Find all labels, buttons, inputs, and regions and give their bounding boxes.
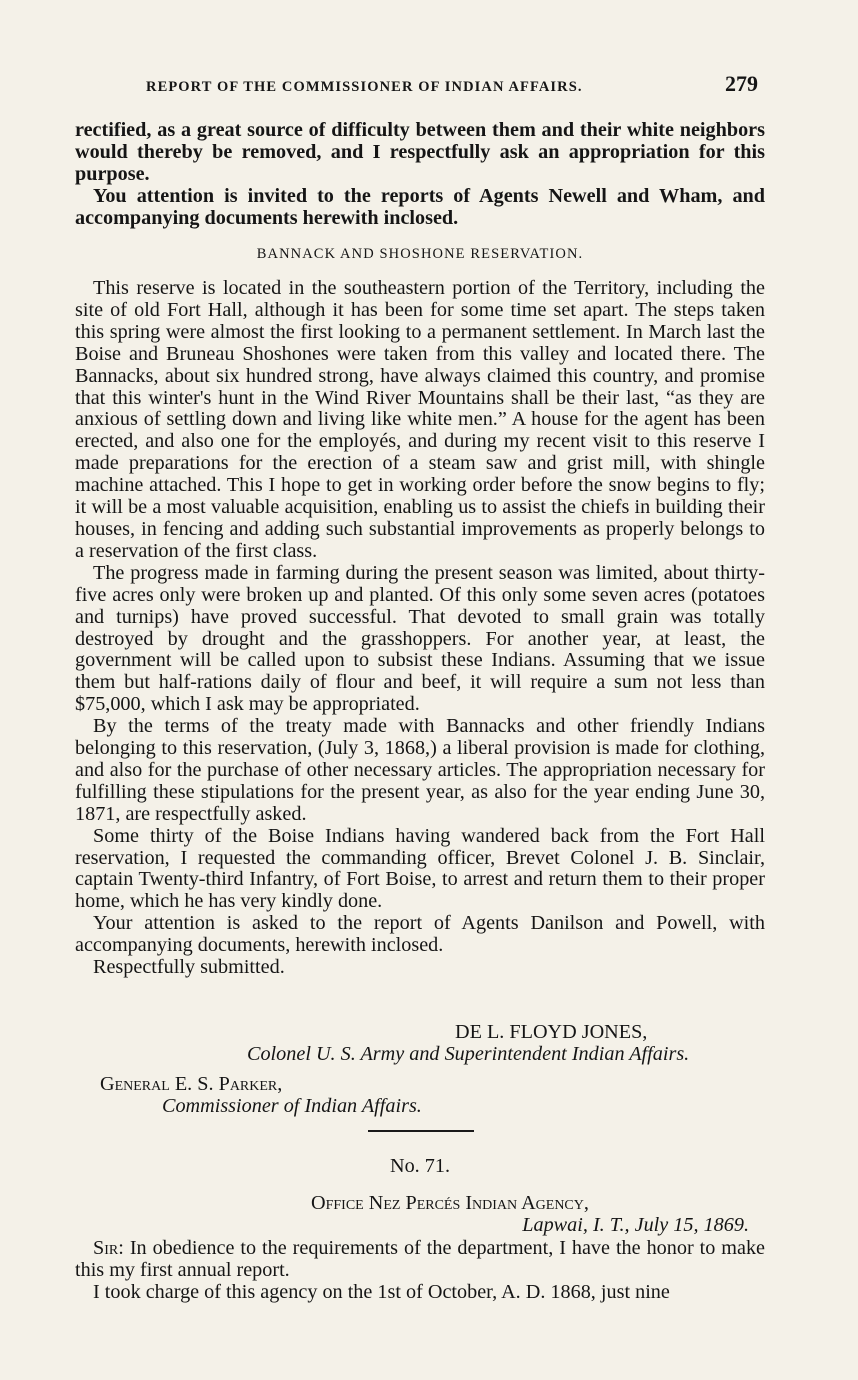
body-paragraph-3: By the terms of the treaty made with Bannacks and other friendly Indians belonging to this reservation, (July 3, 1868,) a liberal provision is made for clothing, and also for the purchase of other necessary articles. The appropriation necessary for fulfilling these stipulations for the present year, as also for the year ending June 30, 1871, are respectfully asked. (75, 715, 765, 825)
header-title: REPORT OF THE COMMISSIONER OF INDIAN AFFAIRS. (146, 79, 583, 95)
body-paragraph-5: Your attention is asked to the report of Agents Danilson and Powell, with accompanying documents, herewith inclosed. (75, 912, 765, 957)
agency-office: Office Nez Percés Indian Agency, (311, 1192, 589, 1214)
body-paragraph-4: Some thirty of the Boise Indians having wandered back from the Fort Hall reservation, I requested the commanding officer, Brevet Colonel J. B. Sinclair, captain Twenty-third Infantry, of Fort Boise, to arrest and return them to their proper home, which he has very kindly done. (75, 824, 765, 913)
running-header (140, 73, 758, 103)
signature-name: DE L. FLOYD JONES, (455, 1021, 648, 1043)
page-number: 279 (725, 71, 758, 96)
document-number: No. 71. (389, 1155, 450, 1177)
letter-body (75, 1238, 765, 1304)
closing-line: Respectfully submitted. (93, 956, 285, 979)
addressee-name: General E. S. Parker, (100, 1073, 283, 1095)
signature-block (75, 1022, 765, 1066)
addressee-block (100, 1074, 700, 1118)
section-heading: BANNACK AND SHOSHONE RESERVATION. (256, 246, 584, 262)
salutation: Sir: (93, 1237, 124, 1259)
signature-title: Colonel U. S. Army and Superintendent Indian Affairs. (247, 1042, 690, 1065)
letter-paragraph-1 (75, 1238, 765, 1282)
letter-paragraph-1-text: In obedience to the requirements of the department, I have the honor to make this my first annual report. (75, 1237, 766, 1281)
report-body (75, 278, 765, 979)
letter-heading (75, 1193, 765, 1237)
letter-paragraph-2: I took charge of this agency on the 1st of October, A. D. 1868, just nine (93, 1280, 670, 1303)
intro-paragraph-1: rectified, as a great source of difficulty between them and their white neighbors would thereby be removed, and I respectfully ask an appropriation for this purpose. (75, 119, 765, 185)
intro-paragraph-2: You attention is invited to the reports of Agents Newell and Wham, and accompanying documents herewith inclosed. (75, 184, 765, 229)
intro-block (75, 120, 765, 230)
place-date: Lapwai, I. T., July 15, 1869. (522, 1213, 749, 1236)
body-paragraph-1: This reserve is located in the southeastern portion of the Territory, including the site of old Fort Hall, although it has been for some time set apart. The steps taken this spring were almost the first looking to a permanent settlement. In March last the Boise and Bruneau Shoshones were taken from this valley and located there. The Bannacks, about six hundred strong, have always claimed this country, and promise that this winter's hunt in the Wind River Mountains shall be their last, “as they are anxious of settling down and living like white men.” A house for the agent has been erected, and also one for the employés, and during my recent visit to this reserve I made preparations for the erection of a steam saw and grist mill, with shingle machine attached. This I hope to get in working order before the snow begins to fly; it will be a most valuable acquisition, enabling us to assist the chiefs in building their houses, in fencing and adding such substantial improvements as properly belongs to a reservation of the first class. (75, 277, 765, 562)
addressee-title: Commissioner of Indian Affairs. (162, 1094, 422, 1117)
section-divider (368, 1130, 474, 1132)
body-paragraph-2: The progress made in farming during the present season was limited, about thirty-five acres only were broken up and planted. Of this only some seven acres (potatoes and turnips) have proved successful. That devoted to small grain was totally destroyed by drought and the grasshoppers. For another year, at least, the government will be called upon to subsist these Indians. Assuming that we issue them but half-rations daily of flour and beef, it will require a sum not less than $75,000, which I ask may be appropriated. (75, 561, 765, 716)
